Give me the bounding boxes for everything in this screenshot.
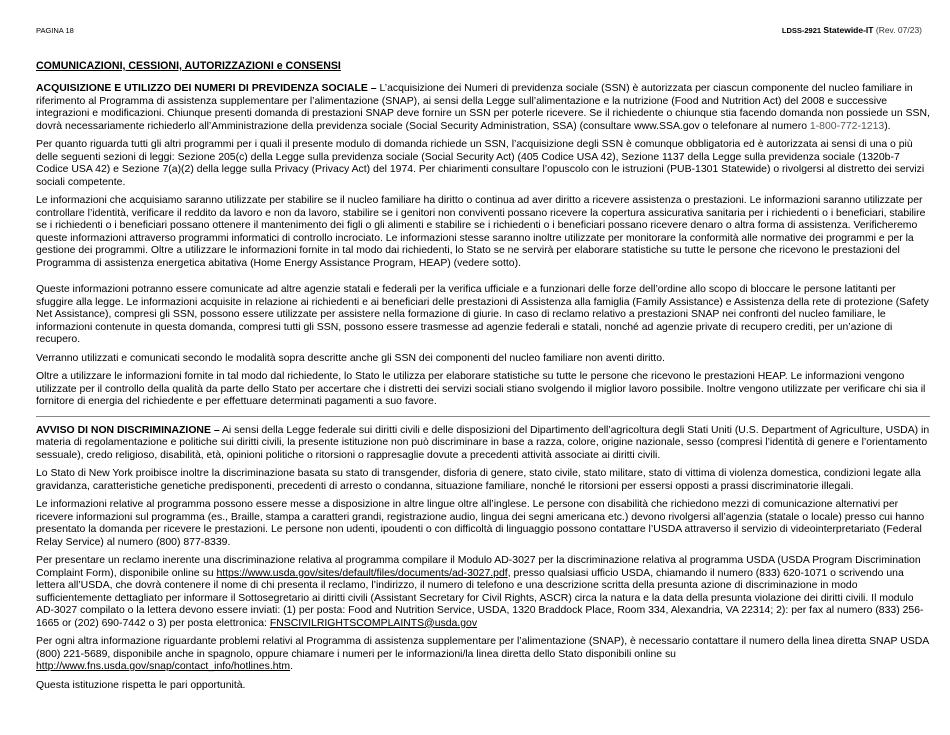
ssn-paragraph-4: Queste informazioni potranno essere comunicate ad altre agenzie statali e federali per la verifica ufficiale e a funzionari delle forze dell’ordine allo scopo di bloccare le persone latitanti per sfuggire alla legge. Le informazioni acquisite in relazione ai richiedenti e ai beneficiari delle prestazioni di Assistenza alla famiglia (Family Assistance) e Assistenza della rete di protezione (Safety Net Assistance), compresi gli SSN, possono essere utilizzate per assistere nella formazione di giurie. In caso di reclamo relativo a prestazioni SNAP nei confronti del nucleo familiare, le informazioni contenute in questa domanda, compresi tutti gli SSN, possono essere trasmesse ad agenzie federali e statali, nonché ad agenzie private di recupero crediti, per un’azione di recupero. — [36, 284, 929, 345]
ssa-phone-number: 1-800-772-1213 — [809, 120, 885, 132]
revision-date: (Rev. 07/23) — [875, 25, 922, 35]
page-title: COMUNICAZIONI, CESSIONI, AUTORIZZAZIONI e CONSENSI — [36, 60, 341, 72]
nondiscrimination-paragraph-2: Lo Stato di New York proibisce inoltre la discriminazione basata su stato di transgender, disforia di genere, stato civile, stato militare, stato di vittima di violenza domestica, condizioni legate alla gravidanza, caratteristiche genetiche predisponenti, precedenti di arresto o condanna, situazione familiare, nonché le ritorsioni per essersi opposti a prassi discriminatorie illegali. — [36, 468, 921, 492]
ssn-paragraph-6: Oltre a utilizzare le informazioni fornite in tal modo dal richiedente, lo Stato le utilizza per elaborare statistiche su tutte le persone che ricevono le prestazioni HEAP. Le informazioni vengono utilizzate per il controllo della qualità da parte dello Stato per accertare che i distretti dei servizi sociali stiano svolgendo il miglior lavoro possibile. Inoltre vengono utilizzate per verificare chi sia il fornitore di energia del richiedente e per effettuare determinati pagamenti a suo favore. — [36, 371, 926, 407]
form-number: LDSS-2921 — [781, 26, 822, 35]
hotlines-link[interactable]: http://www.fns.usda.gov/snap/contact_info/hotlines.htm — [36, 661, 291, 672]
ssn-paragraph-1 — [36, 83, 930, 133]
nondiscrimination-heading: AVVISO DI NON DISCRIMINAZIONE – — [36, 424, 220, 436]
nondiscrimination-paragraph-1 — [36, 425, 930, 463]
section-divider — [36, 416, 930, 417]
form-header — [782, 25, 922, 35]
nondiscrimination-paragraph-1-text: Ai sensi della Legge federale sui diritti civili e delle disposizioni del Dipartimento dell’agricoltura degli Stati Uniti (U.S. Department of Agriculture, USDA) in materia di regolamentazione e politiche sui diritti civili, la presente istituzione non può discriminare in base a razza, colore, origine nazionale, sesso (compresi l’identità di genere e l’orientamento sessuale), credo religioso, disabilità, età, opinioni politiche o ritorsioni o rappresaglie dovute a precedenti attività associate ai diritti civili. — [36, 424, 930, 461]
ssn-paragraph-3: Le informazioni che acquisiamo saranno utilizzate per stabilire se il nucleo familiare ha diritto o continua ad aver diritto a ricevere assistenza o prestazioni. Le informazioni saranno utilizzate per controllare l’identità, verificare il reddito da lavoro e non da lavoro, stabilire se i genitori non conviventi possano ricevere la copertura assicurativa sanitaria per i richiedenti o i beneficiari, stabilire se i richiedenti o i beneficiari possano ottenere il mantenimento dei figli o gli alimenti e stabilire se i richiedenti o i beneficiari possano ricevere denaro o altra forma di assistenza. Verificheremo queste informazioni attraverso programmi informatici di controllo incrociato. Le informazioni stesse saranno inoltre utilizzate per monitorare la conformità alle normative dei programmi e per la gestione dei programmi. Oltre a utilizzare le informazioni fornite in tal modo dai richiedenti, lo Stato se ne servirà per elaborare statistiche su tutte le persone che ricevono le prestazioni del Programma di assistenza energetica abitativa (Home Energy Assistance Program, HEAP) (vedere sotto). — [36, 195, 926, 269]
snap-hotline-text: Per ogni altra informazione riguardante problemi relativi al Programma di assistenza supplementare per l’alimentazione (SNAP), è necessario contattare il numero della linea diretta SNAP USDA (800) 221-5689, disponibile anche in spagnolo, oppure chiamare i numeri per le informazioni/la linea diretta dello Stato disponibili online su — [36, 636, 929, 660]
complaint-paragraph — [36, 555, 930, 630]
snap-hotline-paragraph — [36, 636, 930, 674]
complaint-text-b: , presso qualsiasi ufficio USDA, chiamando il numero (833) 620-1071 o scrivendo una lettera all’USDA, che dovrà contenere il nome di chi presenta il reclamo, l’indirizzo, il numero di telefono e una descrizione scritta della presunta azione di discriminazione in modo sufficientemente dettagliato per informare il Sottosegretario ai diritti civili (Assistant Secretary for Civil Rights, ASCR) circa la natura e la data della presunta violazione dei diritti civili. Il modulo AD-3027 compilato o la lettera devono essere inviati: (1) per posta: Food and Nutrition Service, USDA, 1320 Braddock Place, Room 334, Alexandria, VA 22314; 2): per fax al numero (833) 256-1665 or (202) 690-7442 o 3) per posta elettronica: — [36, 567, 924, 629]
form-title: Statewide-IT — [823, 25, 874, 35]
page-number: PAGINA 18 — [36, 26, 74, 35]
ad3027-form-link[interactable]: https://www.usda.gov/sites/default/files/documents/ad-3027.pdf — [216, 567, 508, 579]
snap-hotline-end: . — [290, 661, 294, 672]
ssn-paragraph-2: Per quanto riguarda tutti gli altri programmi per i quali il presente modulo di domanda richiede un SSN, l’acquisizione degli SSN è comunque obbligatoria ed è autorizzata ai sensi di una o più delle seguenti sezioni di leggi: Sezione 205(c) della Legge sulla previdenza sociale (Social Security Act) (405 Codice USA 42), Sezione 1137 della Legge sulla previdenza sociale (1320b-7 Codice USA 42) e Sezione 7(a)(2) della legge sulla Privacy (Privacy Act) del 1974. Per chiarimenti consultare l’opuscolo con le istruzioni (PUB-1301 Statewide) o rivolgersi al distretto dei servizi sociali competente. — [36, 139, 925, 188]
complaint-text-a: Per presentare un reclamo inerente una discriminazione relativa al programma compilare il Modulo AD-3027 per la discriminazione relativa al programma USDA (USDA Program Discrimination Complaint Form), disponibile online su — [36, 555, 921, 579]
ssn-paragraph-5: Verranno utilizzati e comunicati secondo le modalità sopra descritte anche gli SSN dei componenti del nucleo familiare non aventi diritto. — [36, 352, 665, 364]
ssn-paragraph-1-end: ). — [884, 120, 891, 132]
civil-rights-email-link[interactable]: FNSCIVILRIGHTSCOMPLAINTS@usda.gov — [269, 617, 478, 629]
ssn-paragraph-1-text: L’acquisizione dei Numeri di previdenza sociale (SSN) è autorizzata per ciascun componente del nucleo familiare in riferimento al Programma di assistenza supplementare per l’alimentazione (SNAP), ai sensi della Legge sull’alimentazione e la nutrizione (Food and Nutrition Act) del 2008 e successive integrazioni e modificazioni. Chiunque presenti domanda di prestazioni SNAP deve fornire un SSN per poterle ricevere. Se il richiedente o chiunque stia facendo domanda non possiede un SSN, dovrà necessariamente richiederlo all’Amministrazione della previdenza sociale (Social Security Administration, SSA) (consultare www.SSA.gov o telefonare al numero — [36, 83, 930, 132]
equal-opportunity-statement: Questa istituzione rispetta le pari opportunità. — [36, 679, 246, 691]
ssn-section-heading: ACQUISIZIONE E UTILIZZO DEI NUMERI DI PREVIDENZA SOCIALE – — [36, 83, 377, 94]
document-body — [36, 83, 930, 698]
nondiscrimination-paragraph-3: Le informazioni relative al programma possono essere messe a disposizione in altre lingue oltre all’inglese. Le persone con disabilità che richiedono mezzi di comunicazione alternativi per ricevere informazioni sul programma (es., Braille, stampa a caratteri grandi, registrazione audio, lingua dei segni americana etc.) devono rivolgersi all’agenzia (statale o locale) presso cui hanno presentato la domanda per ricevere le prestazioni. Le persone non udenti, ipoudenti o con difficoltà di linguaggio possono contattare l’USDA attraverso il servizio di videointerpretariato (Federal Relay Service) al numero (800) 877-8339. — [36, 499, 925, 548]
